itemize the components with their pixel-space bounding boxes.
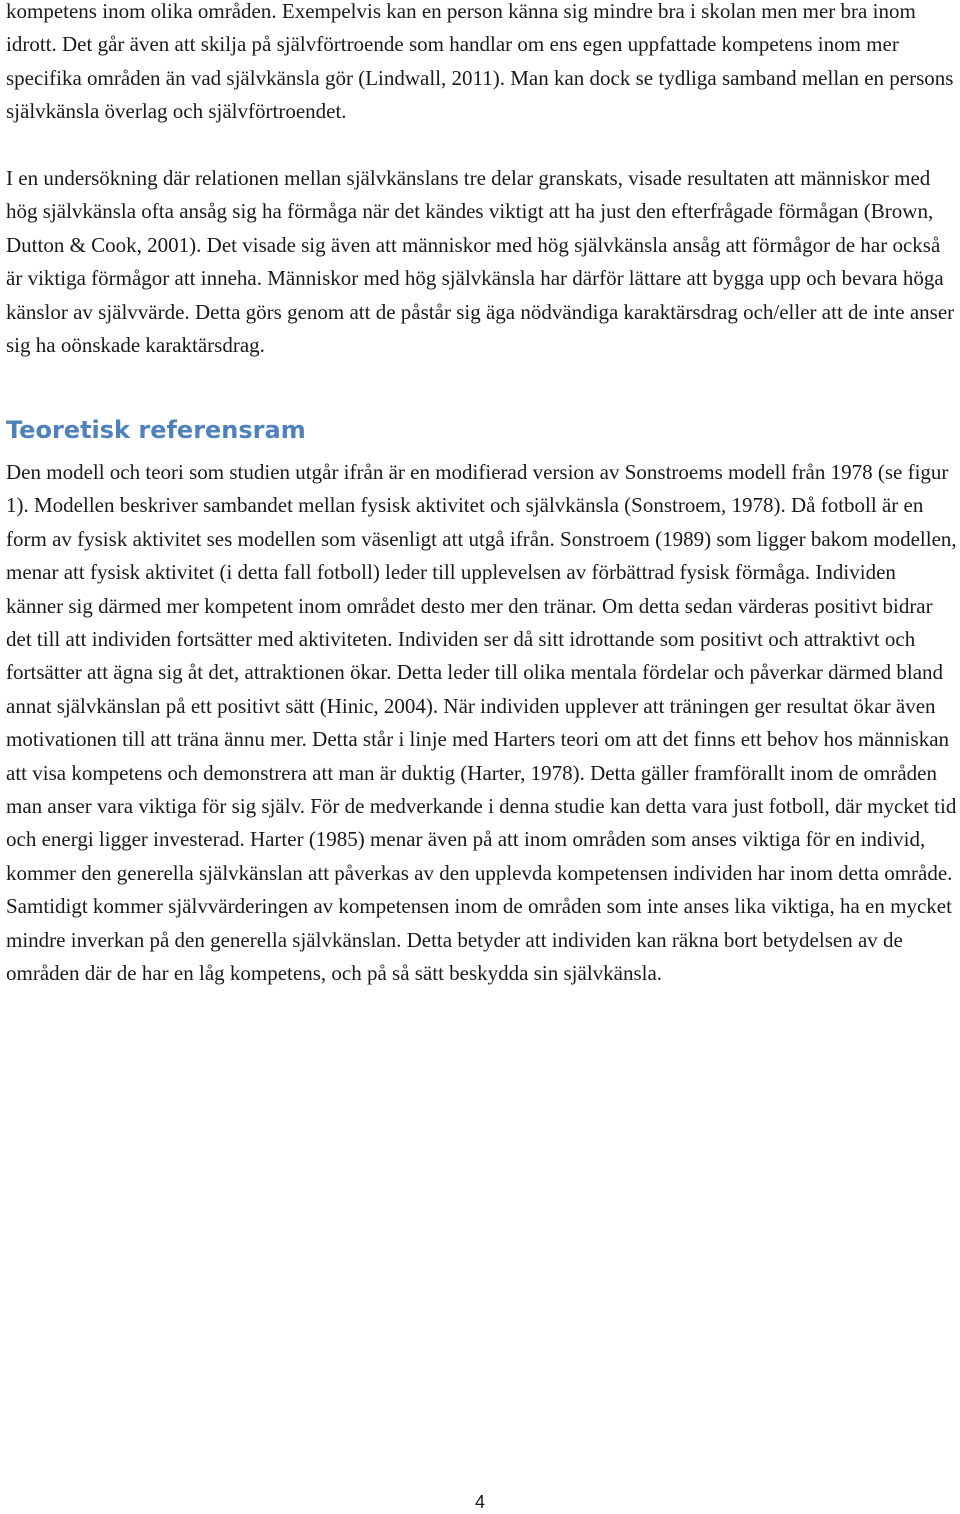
section-paragraph: Den modell och teori som studien utgår ifrån är en modifierad version av Sonstroems modell från 1978 (se figur 1). Modellen beskriver sambandet mellan fysisk aktivitet och självkänsla (Sonstroem, 1978). Då fotboll är en form av fysisk aktivitet ses modellen som väsenligt att utgå ifrån. Sonstroem (1989) som ligger bakom modellen, menar att fysisk aktivitet (i detta fall fotboll) leder till upplevelsen av förbättrad fysisk förmåga. Individen känner sig därmed mer kompetent inom området desto mer den tränar. Om detta sedan värderas positivt bidrar det till att individen fortsätter med aktiviteten. Individen ser då sitt idrottande som positivt och attraktivt och fortsätter att ägna sig åt det, attraktionen ökar. Detta leder till olika mentala fördelar och påverkar därmed bland annat självkänslan på ett positivt sätt (Hinic, 2004). När individen upplever att träningen ger resultat ökar även motivationen till att träna ännu mer. Detta står i linje med Harters teori om att det finns ett behov hos människan att visa kompetens och demonstrera att man är duktig (Harter, 1978). Detta gäller framförallt inom de områden man anser vara viktiga för sig själv. För de medverkande i denna studie kan detta vara just fotboll, där mycket tid och energi ligger investerad. Harter (1985) menar även på att inom områden som anses viktiga för en individ, kommer den generella självkänslan att påverkas av den upplevda kompetensen individen har inom detta område. Samtidigt kommer självvärderingen av kompetensen inom de områden som inte anses lika viktiga, ha en mycket mindre inverkan på den generella självkänslan. Detta betyder att individen kan räkna bort betydelsen av de områden där de har en låg kompetens, och på så sätt beskydda sin självkänsla.	[6, 460, 957, 986]
body-paragraph-2: I en undersökning där relationen mellan självkänslans tre delar granskats, visade resultaten att människor med hög självkänsla ofta ansåg sig ha förmåga när det kändes viktigt att ha just den efterfrågade förmågan (Brown, Dutton & Cook, 2001). Det visade sig även att människor med hög självkänsla ansåg att förmågor de har också är viktiga förmågor att inneha. Människor med hög självkänsla har därför lättare att bygga upp och bevara höga känslor av självvärde. Detta görs genom att de påstår sig äga nödvändiga karaktärsdrag och/eller att de inte anser sig ha oönskade karaktärsdrag.	[6, 166, 955, 358]
body-paragraph-1: kompetens inom olika områden. Exempelvis kan en person känna sig mindre bra i skolan men mer bra inom idrott. Det går även att skilja på självförtroende som handlar om ens egen uppfattade kompetens inom mer specifika områden än vad självkänsla gör (Lindwall, 2011). Man kan dock se tydliga samband mellan en persons självkänsla överlag och självförtroendet.	[6, 0, 954, 124]
section-heading: Teoretisk referensram	[6, 416, 306, 444]
page-number: 4	[474, 1492, 485, 1512]
